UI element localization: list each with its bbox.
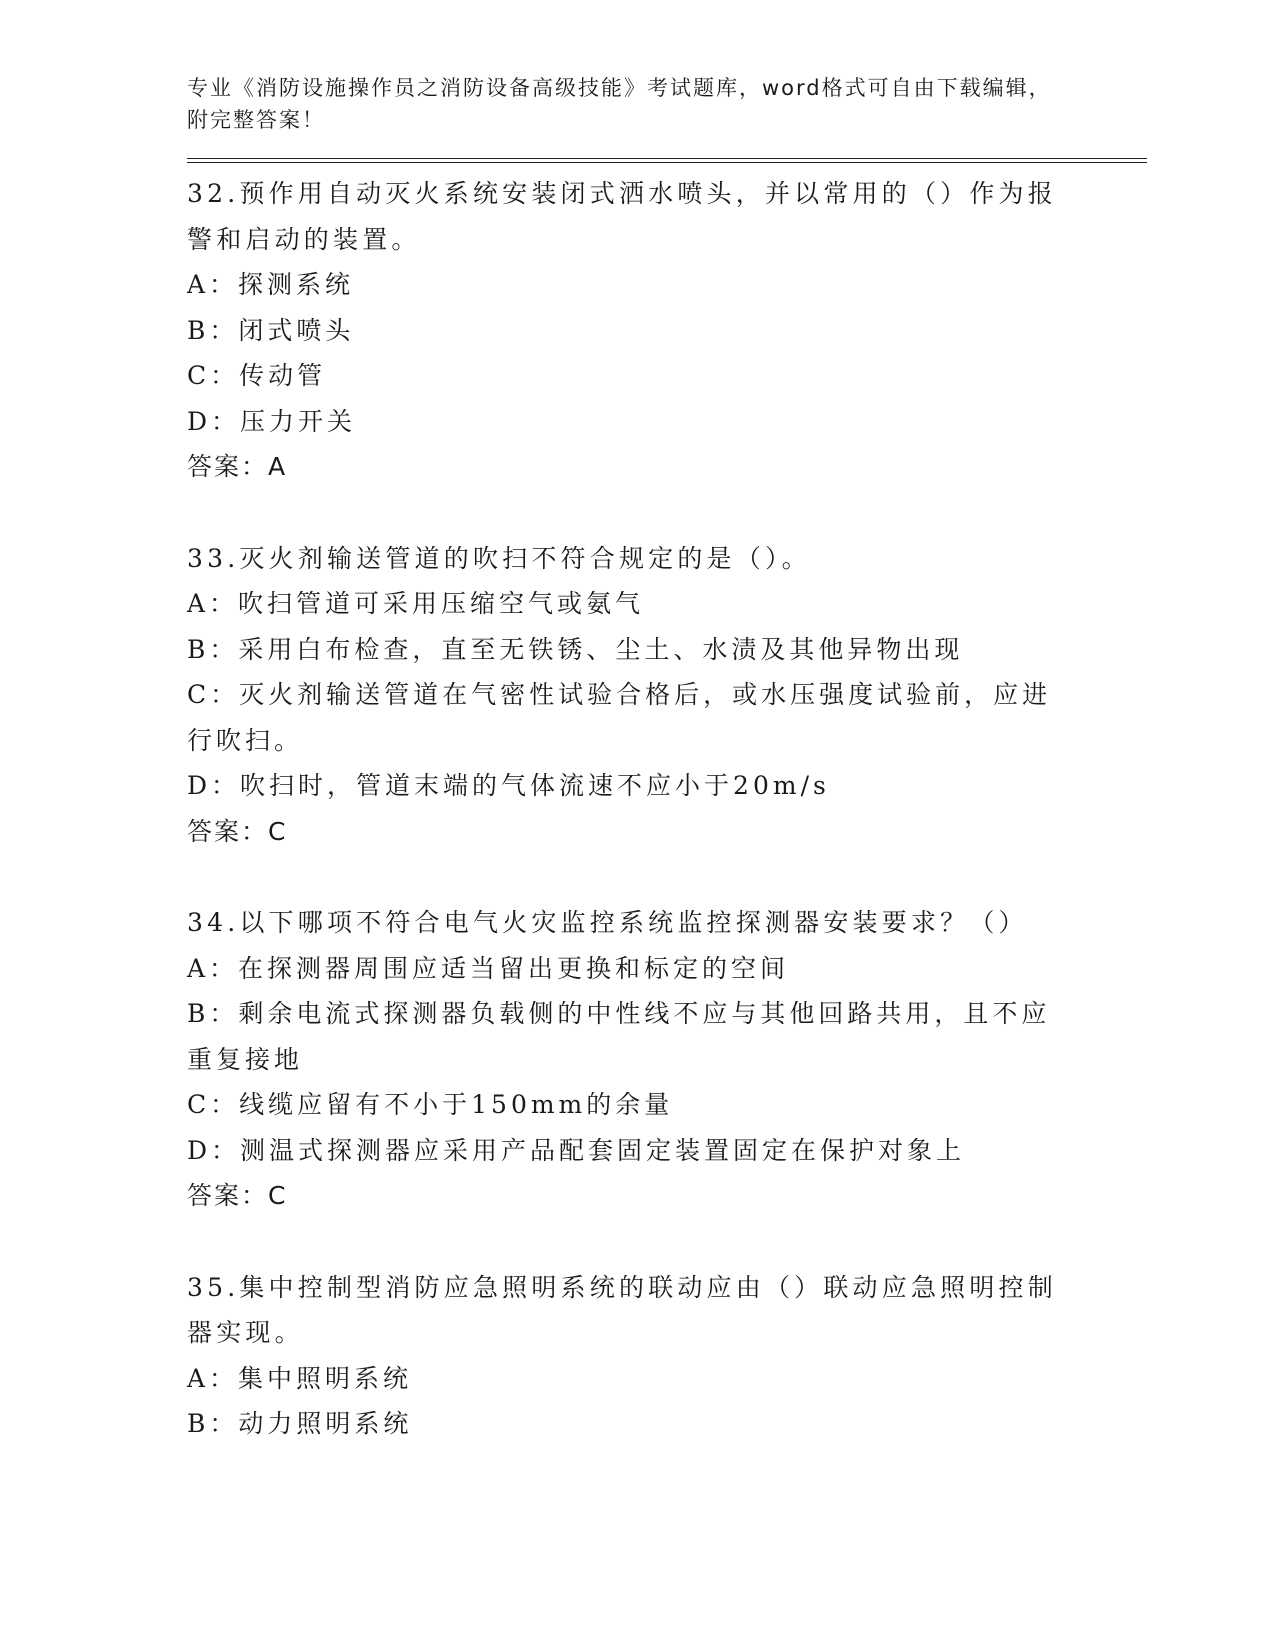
option-d: D：压力开关: [187, 406, 357, 436]
question-stem: 32.预作用自动灭火系统安装闭式洒水喷头，并以常用的（）作为报警和启动的装置。: [187, 179, 1057, 254]
question-32: [187, 171, 1067, 490]
header-divider: [187, 158, 1147, 163]
option-b: B：剩余电流式探测器负载侧的中性线不应与其他回路共用，且不应重复接地: [187, 999, 1051, 1074]
option-c: C：线缆应留有不小于150mm的余量: [187, 1090, 674, 1119]
document-page: [187, 72, 1147, 1493]
option-d: D：测温式探测器应采用产品配套固定装置固定在保护对象上: [187, 1135, 966, 1165]
divider-line-bottom: [187, 162, 1147, 163]
option-b: B：采用白布检查，直至无铁锈、尘土、水渍及其他异物出现: [187, 634, 964, 664]
answer-line: 答案：C: [187, 816, 288, 846]
option-c: C：灭火剂输送管道在气密性试验合格后，或水压强度试验前，应进行吹扫。: [187, 680, 1052, 755]
option-a: A：在探测器周围应适当留出更换和标定的空间: [187, 953, 790, 983]
option-a: A：探测系统: [187, 270, 355, 299]
option-d: D：吹扫时，管道末端的气体流速不应小于20m/s: [187, 771, 830, 800]
answer-line: 答案：A: [187, 452, 288, 481]
question-33: [187, 536, 1067, 855]
option-b: B：动力照明系统: [187, 1409, 413, 1438]
option-a: A：集中照明系统: [187, 1363, 413, 1393]
question-stem: 33.灭火剂输送管道的吹扫不符合规定的是（）。: [187, 543, 811, 573]
option-c: C：传动管: [187, 361, 327, 390]
question-34: [187, 900, 1067, 1219]
answer-line: 答案：C: [187, 1181, 288, 1210]
option-a: A：吹扫管道可采用压缩空气或氨气: [187, 589, 645, 618]
document-header: 专业《消防设施操作员之消防设备高级技能》考试题库，word格式可自由下载编辑，附完整答案！: [187, 76, 1052, 132]
question-stem: 34.以下哪项不符合电气火灾监控系统监控探测器安装要求？（）: [187, 908, 1028, 937]
question-list: [187, 171, 1067, 1447]
option-b: B：闭式喷头: [187, 315, 355, 345]
divider-line-top: [187, 158, 1147, 159]
question-35: [187, 1265, 1067, 1447]
question-stem: 35.集中控制型消防应急照明系统的联动应由（）联动应急照明控制器实现。: [187, 1272, 1057, 1347]
